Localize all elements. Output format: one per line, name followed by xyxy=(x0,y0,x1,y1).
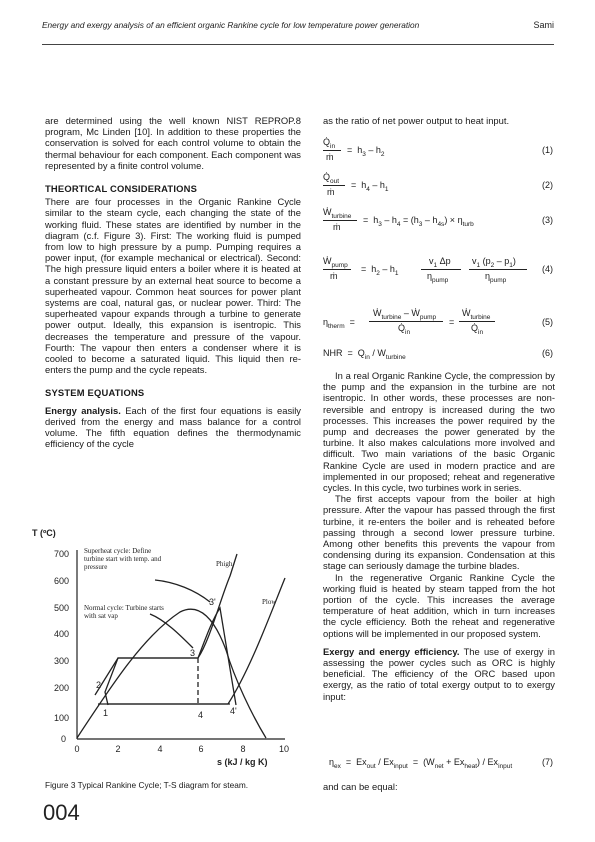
p-low-label: Plow xyxy=(262,598,277,606)
x-tick-6: 6 xyxy=(198,744,204,754)
state-point-4-prime: 4' xyxy=(230,706,237,716)
equation-5-number: (5) xyxy=(542,317,553,327)
equation-6-number: (6) xyxy=(542,348,553,358)
equation-4-number: (4) xyxy=(542,264,553,274)
state-point-2: 2 xyxy=(96,680,102,690)
figure-caption: Figure 3 Typical Rankine Cycle; T-S diagram for steam. xyxy=(45,780,249,790)
equation-1: $Q̇_{in}$ ṁ = $h_3 - h_2$ (1) xyxy=(323,137,553,162)
exergy-runin: Exergy and energy efficiency. xyxy=(323,645,460,657)
y-tick-labels xyxy=(54,549,69,744)
y-tick-0: 0 xyxy=(60,734,66,744)
real-orc-paragraph: In a real Organic Rankine Cycle, the compression by the pump and the expansion in the turbine are not isentropic. In other words, these processes are non-reversible and entropy is increased during the two processes. This increases the power required by the pump and decreases the power generated by the turbine. It also makes calculations more involved and difficult. Two main variations of the basic Organic Rankine Cycle are used in modern practice and are implemented in our proposed; reheat and regenerative cycles. In this cycle, two turbines work in series. xyxy=(323,370,555,494)
state-point-1: 1 xyxy=(103,708,109,718)
y-tick-700: 700 xyxy=(53,549,69,559)
energy-paragraph xyxy=(45,405,301,450)
right-column-body xyxy=(323,370,555,702)
y-tick-600: 600 xyxy=(53,576,69,586)
equation-5: $\eta_{therm}$ = Ẇ$_{turbine}$ – Ẇ$_{pump}$ $Q̇_{in}$ = Ẇ$_{turbine}$ $Q̇_{in}$ (5) xyxy=(323,308,553,336)
x-tick-4: 4 xyxy=(157,744,163,754)
energy-text: Each of the first four equations is easily derived from the energy and mass balance for a control volume. The fifth equation defines the thermodynamic efficiency of the cycle xyxy=(45,404,301,450)
y-tick-400: 400 xyxy=(53,629,69,639)
header-rule xyxy=(42,44,554,45)
x-tick-0: 0 xyxy=(74,744,80,754)
energy-runin: Energy analysis. xyxy=(45,404,121,416)
normal-annotation: Normal cycle: Turbine starts with sat vap xyxy=(84,604,164,620)
equation-4: Ẇ$_{pump}$ ṁ = $h_2 - h_1$ $v_1$ Δp $\eta_{pump}$ $v_1$ $(p_2 - p_1)$ $\eta_{pump}$ (4) xyxy=(323,256,553,284)
x-tick-2: 2 xyxy=(115,744,121,754)
intro-paragraph: are determined using the well known NIST REPROP.8 program, Mc Linden [10]. In addition to these properties the conservation is solved for each control volume to obtain the thermal behaviour for each component. Each component was represented by a finite control volume. xyxy=(45,115,301,171)
right-intro xyxy=(323,115,555,126)
equation-6: NHR = $Q_{in} / W_{turbine}$ (6) xyxy=(323,348,553,361)
running-author: Sami xyxy=(533,20,554,30)
p-low-isobar xyxy=(98,578,285,704)
exergy-text: The use of exergy in assessing the power cycles such as ORC is highly beneficial. The efficiency of the ORC based upon exergy, as the ratio of total exergy output to to exergy input: xyxy=(323,645,555,702)
theory-paragraph: There are four processes in the Organic Rankine Cycle similar to the steam cycle, each changing the state of the working fluid. These states are identified by number in the diagram (c.f. Figure 3). First: The working fluid is pumped from low to high pressure by a pump. Pumping requires a power input, (for example mechanical or electrical). Second: The high pressure liquid enters a boiler where it is heated at a constant pressure by an external heat source to become a superheated vapour. Common heat sources for power plant systems are coal, natural gas, or nuclear power. Third: The superheated vapour expands through a turbine to generate power output. Ideally, this expansion is isentropic. This decreases the temperature and pressure of the vapour. Fourth: The vapour then enters a condenser where it is cooled to become a saturated liquid. This liquid then re-enters the pump and the cycle repeats. xyxy=(45,196,301,376)
exergy-paragraph xyxy=(323,646,555,702)
left-column xyxy=(45,115,301,449)
y-tick-300: 300 xyxy=(53,656,69,666)
p-high-label: Phigh xyxy=(216,560,233,568)
x-tick-labels xyxy=(74,744,289,754)
state-point-3: 3 xyxy=(190,648,196,658)
x-tick-8: 8 xyxy=(240,744,246,754)
equation-1-number: (1) xyxy=(542,145,553,155)
closing-text: and can be equal: xyxy=(323,781,398,792)
superheat-annotation-leader xyxy=(155,580,210,602)
x-tick-10: 10 xyxy=(278,744,290,754)
theory-heading: THEORTICAL CONSIDERATIONS xyxy=(45,183,198,195)
figure-ts-diagram xyxy=(30,520,305,780)
equation-7: $\eta_{ex} = Ex_{out} / Ex_{input} = (W_{net} + Ex_{heat}) / Ex_{input}$ (7) xyxy=(329,757,553,770)
running-title: Energy and exergy analysis of an efficient organic Rankine cycle for low temperature power generation xyxy=(42,20,420,30)
y-tick-200: 200 xyxy=(53,683,69,693)
x-axis-label: s (kJ / kg K) xyxy=(217,757,268,767)
state-point-4: 4 xyxy=(198,710,204,720)
page-number: 004 xyxy=(43,800,80,825)
regenerative-paragraph: In the regenerative Organic Rankine Cycle the working fluid is heated by steam tapped from the hot portion of the cycle. This increases the average temperature of heat addition, which in turn increases the cycle efficiency. Both the reheat and regenerative options will be implemented in our proposed system. xyxy=(323,571,555,639)
superheat-annotation: Superheat cycle: Define turbine start with temp. and pressure xyxy=(84,547,162,571)
state-point-3-prime: 3' xyxy=(209,597,216,607)
ts-diagram-svg xyxy=(30,520,305,780)
y-tick-500: 500 xyxy=(53,603,69,613)
right-intro-text: as the ratio of net power output to heat input. xyxy=(323,115,510,126)
equation-3-number: (3) xyxy=(542,215,553,225)
running-header xyxy=(42,20,554,36)
superheat-cycle xyxy=(198,608,236,705)
y-axis-label: T (ºC) xyxy=(32,528,56,538)
equation-2-number: (2) xyxy=(542,180,553,190)
normal-cycle-heating xyxy=(105,658,197,705)
y-tick-100: 100 xyxy=(53,713,69,723)
equations-heading: SYSTEM EQUATIONS xyxy=(45,387,145,399)
equation-2: $Q̇_{out}$ ṁ = $h_4 - h_1$ (2) xyxy=(323,172,553,197)
equation-7-number: (7) xyxy=(542,757,553,767)
reheat-paragraph: The first accepts vapour from the boiler at high pressure. After the vapour has passed through the first turbine, it re-enters the boiler and is reheated before passing through a second lower pressure turbine. Among other benefits this prevents the vapour from condensing during its expansion. Condensation at this stage can seriously damage the turbine blades. xyxy=(323,493,555,572)
equation-3: Ẇ$_{turbine}$ ṁ = $h_3 - h_4 = (h_3 - h_{4s}) \times \eta_{turb}$ (3) xyxy=(323,207,553,232)
